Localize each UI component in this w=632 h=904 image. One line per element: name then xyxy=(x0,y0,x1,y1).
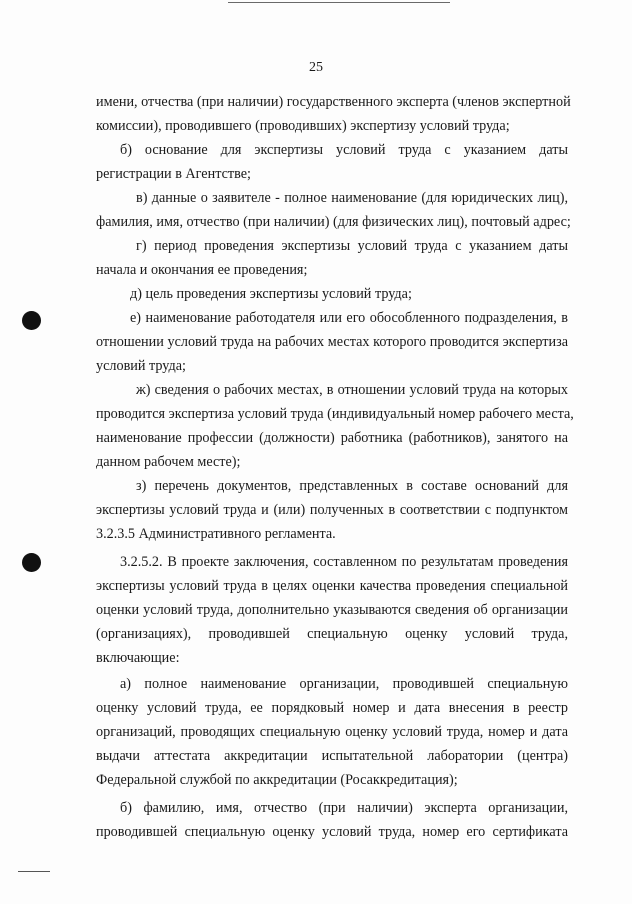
text-line: организаций, проводящих специальную оценку условий труда, номер и дата xyxy=(96,724,568,740)
text-line: включающие: xyxy=(96,650,180,666)
text-line: оценку условий труда, ее порядковый номер и дата внесения в реестр xyxy=(96,700,568,716)
text-line: д) цель проведения экспертизы условий труда; xyxy=(130,286,412,302)
text-line: условий труда; xyxy=(96,358,186,374)
text-line: проводится экспертиза условий труда (индивидуальный номер рабочего места, xyxy=(96,406,574,422)
text-line: б) основание для экспертизы условий труда с указанием даты xyxy=(120,142,568,158)
punch-hole-mark xyxy=(22,311,41,330)
text-line: комиссии), проводившего (проводивших) экспертизу условий труда; xyxy=(96,118,510,134)
text-line: проводившей специальную оценку условий труда, номер его сертификата xyxy=(96,824,568,840)
text-line: 3.2.5.2. В проекте заключения, составленном по результатам проведения xyxy=(120,554,568,570)
text-line: в) данные о заявителе - полное наименование (для юридических лиц), xyxy=(136,190,568,206)
text-line: ж) сведения о рабочих местах, в отношении условий труда на которых xyxy=(136,382,568,398)
text-line: а) полное наименование организации, проводившей специальную xyxy=(120,676,568,692)
text-line: б) фамилию, имя, отчество (при наличии) эксперта организации, xyxy=(120,800,568,816)
text-line: отношении условий труда на рабочих местах которого проводится экспертиза xyxy=(96,334,568,350)
text-line: (организациях), проводившей специальную оценку условий труда, xyxy=(96,626,568,642)
bottom-edge-line xyxy=(18,871,50,872)
text-line: з) перечень документов, представленных в составе оснований для xyxy=(136,478,568,494)
text-line: Федеральной службой по аккредитации (Росаккредитация); xyxy=(96,772,458,788)
text-line: наименование профессии (должности) работника (работников), занятого на xyxy=(96,430,568,446)
text-line: выдачи аттестата аккредитации испытательной лаборатории (центра) xyxy=(96,748,568,764)
top-edge-line xyxy=(228,2,450,3)
text-line: экспертизы условий труда в целях оценки качества проведения специальной xyxy=(96,578,568,594)
text-line: 3.2.3.5 Административного регламента. xyxy=(96,526,336,542)
text-line: е) наименование работодателя или его обособленного подразделения, в xyxy=(130,310,568,326)
text-line: оценки условий труда, дополнительно указываются сведения об организации xyxy=(96,602,568,618)
text-line: данном рабочем месте); xyxy=(96,454,241,470)
text-line: экспертизы условий труда и (или) полученных в соответствии с подпунктом xyxy=(96,502,568,518)
text-line: регистрации в Агентстве; xyxy=(96,166,251,182)
punch-hole-mark xyxy=(22,553,41,572)
text-line: имени, отчества (при наличии) государственного эксперта (членов экспертной xyxy=(96,94,571,110)
text-line: г) период проведения экспертизы условий труда с указанием даты xyxy=(136,238,568,254)
page-number: 25 xyxy=(309,60,323,75)
text-line: начала и окончания ее проведения; xyxy=(96,262,308,278)
text-line: фамилия, имя, отчество (при наличии) (для физических лиц), почтовый адрес; xyxy=(96,214,571,230)
